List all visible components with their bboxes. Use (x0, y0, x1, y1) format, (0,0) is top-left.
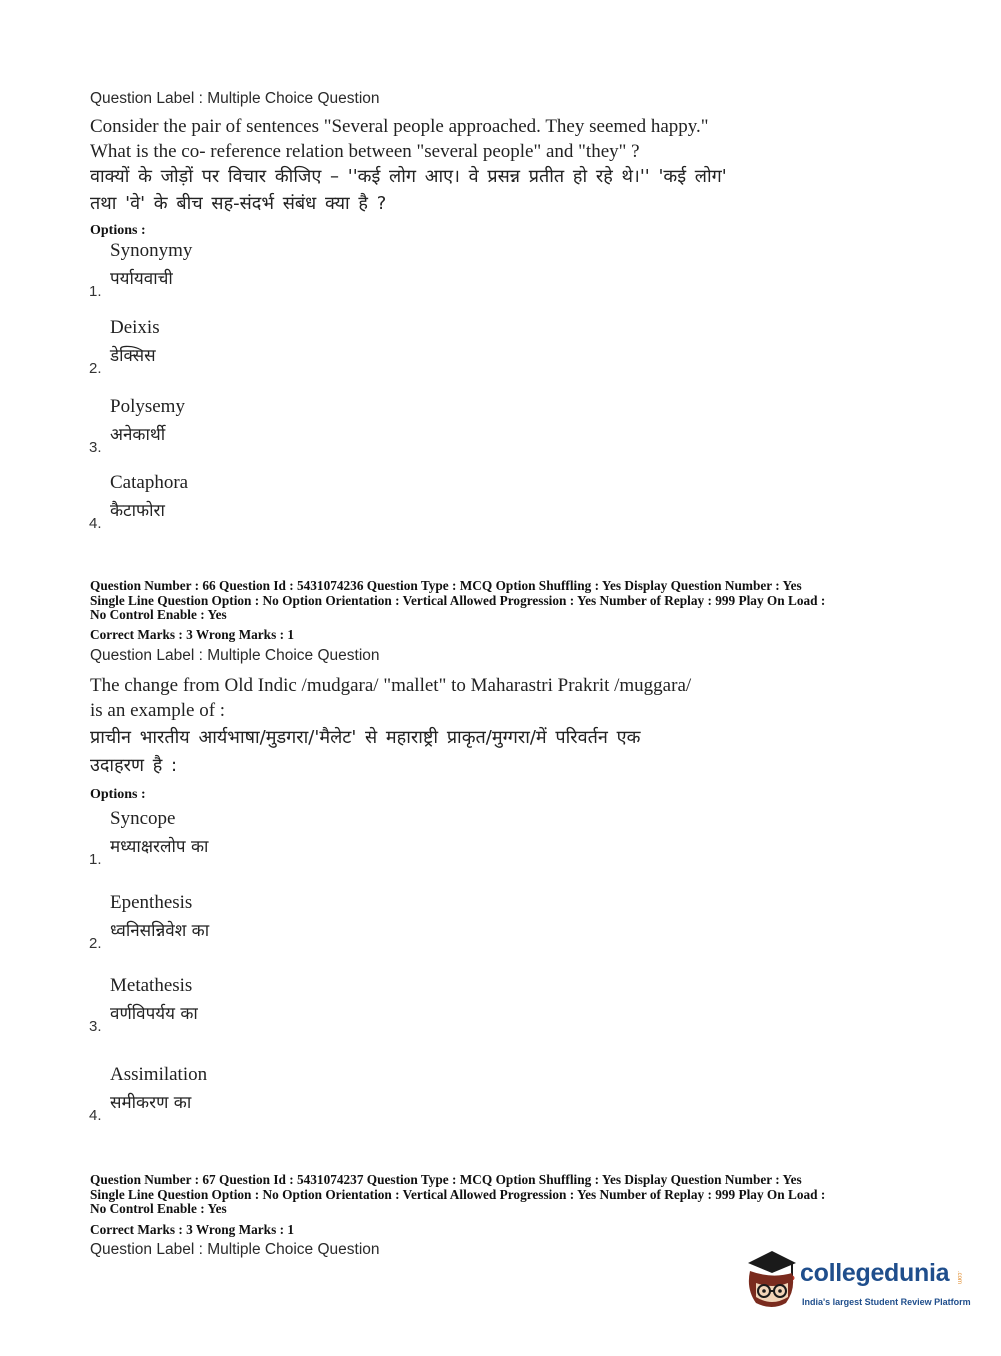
question-text-hi-line2: तथा 'वे' के बीच सह-संदर्भ संबंध क्या है ? (90, 193, 387, 214)
option-text-en: Syncope (110, 808, 176, 829)
marks-line: Correct Marks : 3 Wrong Marks : 1 (90, 627, 294, 642)
option-text-en: Metathesis (110, 975, 193, 996)
options-heading: Options : (90, 223, 146, 238)
question-label: Question Label : Multiple Choice Question (90, 90, 380, 107)
option-text-en: Synonymy (110, 240, 193, 261)
option-number: 4. (89, 515, 102, 532)
option-text-hi: ध्वनिसन्निवेश का (110, 921, 210, 941)
option-text-hi: मध्याक्षरलोप का (110, 837, 209, 857)
question-label: Question Label : Multiple Choice Question (90, 647, 380, 664)
option-item (89, 1064, 489, 1124)
option-text-hi: कैटाफोरा (110, 501, 165, 521)
question-meta (90, 579, 920, 623)
options-heading: Options : (90, 787, 146, 802)
option-text-en: Cataphora (110, 472, 189, 493)
mascot-icon (742, 1249, 800, 1311)
collegedunia-logo (742, 1249, 972, 1319)
option-item (89, 317, 489, 377)
option-text-en: Epenthesis (110, 892, 193, 913)
option-text-hi: समीकरण का (110, 1093, 192, 1113)
option-number: 4. (89, 1107, 102, 1124)
question-text-hi-line1: प्राचीन भारतीय आर्यभाषा/मुडगरा/'मैलेट' से महाराष्ट्री प्राकृत/मुग्गरा/में परिवर्तन एक (90, 727, 641, 748)
question-meta-line3: No Control Enable : Yes (90, 1201, 227, 1216)
option-text-hi: पर्यायवाची (110, 269, 173, 289)
question-meta-line2: Single Line Question Option : No Option Orientation : Vertical Allowed Progression : Yes Number of Replay : 999 Play On Load : (90, 592, 826, 608)
option-item (89, 975, 489, 1035)
option-item (89, 808, 489, 868)
option-number: 1. (89, 851, 102, 868)
option-number: 2. (89, 935, 102, 952)
option-text-en: Polysemy (110, 396, 185, 417)
option-text-en: Assimilation (110, 1064, 208, 1085)
question-text-en-line2: is an example of : (90, 700, 226, 721)
option-text-hi: डेक्सिस (110, 346, 156, 366)
option-item (89, 396, 489, 456)
question-text-en-line1: Consider the pair of sentences "Several people approached. They seemed happy." (90, 116, 709, 137)
option-item (89, 240, 489, 300)
option-text-hi: वर्णविपर्यय का (110, 1004, 198, 1024)
option-number: 3. (89, 1018, 102, 1035)
option-number: 2. (89, 360, 102, 377)
question-text-en-line1: The change from Old Indic /mudgara/ "mallet" to Maharastri Prakrit /muggara/ (90, 675, 692, 696)
option-number: 1. (89, 283, 102, 300)
question-meta-line2: Single Line Question Option : No Option Orientation : Vertical Allowed Progression : Yes Number of Replay : 999 Play On Load : (90, 1186, 826, 1202)
question-meta (90, 1173, 920, 1217)
question-label: Question Label : Multiple Choice Question (90, 1241, 380, 1258)
option-item (89, 892, 489, 952)
logo-com-text: .com (956, 1271, 962, 1285)
option-text-hi: अनेकार्थी (110, 425, 166, 445)
question-text-hi-line2: उदाहरण है : (90, 755, 178, 776)
logo-brand-text: collegedunia (800, 1259, 950, 1287)
logo-tagline: India's largest Student Review Platform (802, 1297, 971, 1307)
question-meta-line3: No Control Enable : Yes (90, 607, 227, 622)
option-item (89, 472, 489, 532)
question-text-en-line2: What is the co- reference relation between "several people" and "they" ? (90, 141, 640, 162)
option-text-en: Deixis (110, 317, 160, 338)
question-meta-line1: Question Number : 67 Question Id : 5431074237 Question Type : MCQ Option Shuffling : Yes Display Question Number : Yes (90, 1172, 802, 1187)
question-meta-line1: Question Number : 66 Question Id : 5431074236 Question Type : MCQ Option Shuffling : Yes Display Question Number : Yes (90, 578, 802, 593)
question-text-hi-line1: वाक्यों के जोड़ों पर विचार कीजिए – ''कई लोग आए। वे प्रसन्न प्रतीत हो रहे थे।'' 'कई लोग' (90, 166, 727, 187)
marks-line: Correct Marks : 3 Wrong Marks : 1 (90, 1222, 294, 1237)
option-number: 3. (89, 439, 102, 456)
